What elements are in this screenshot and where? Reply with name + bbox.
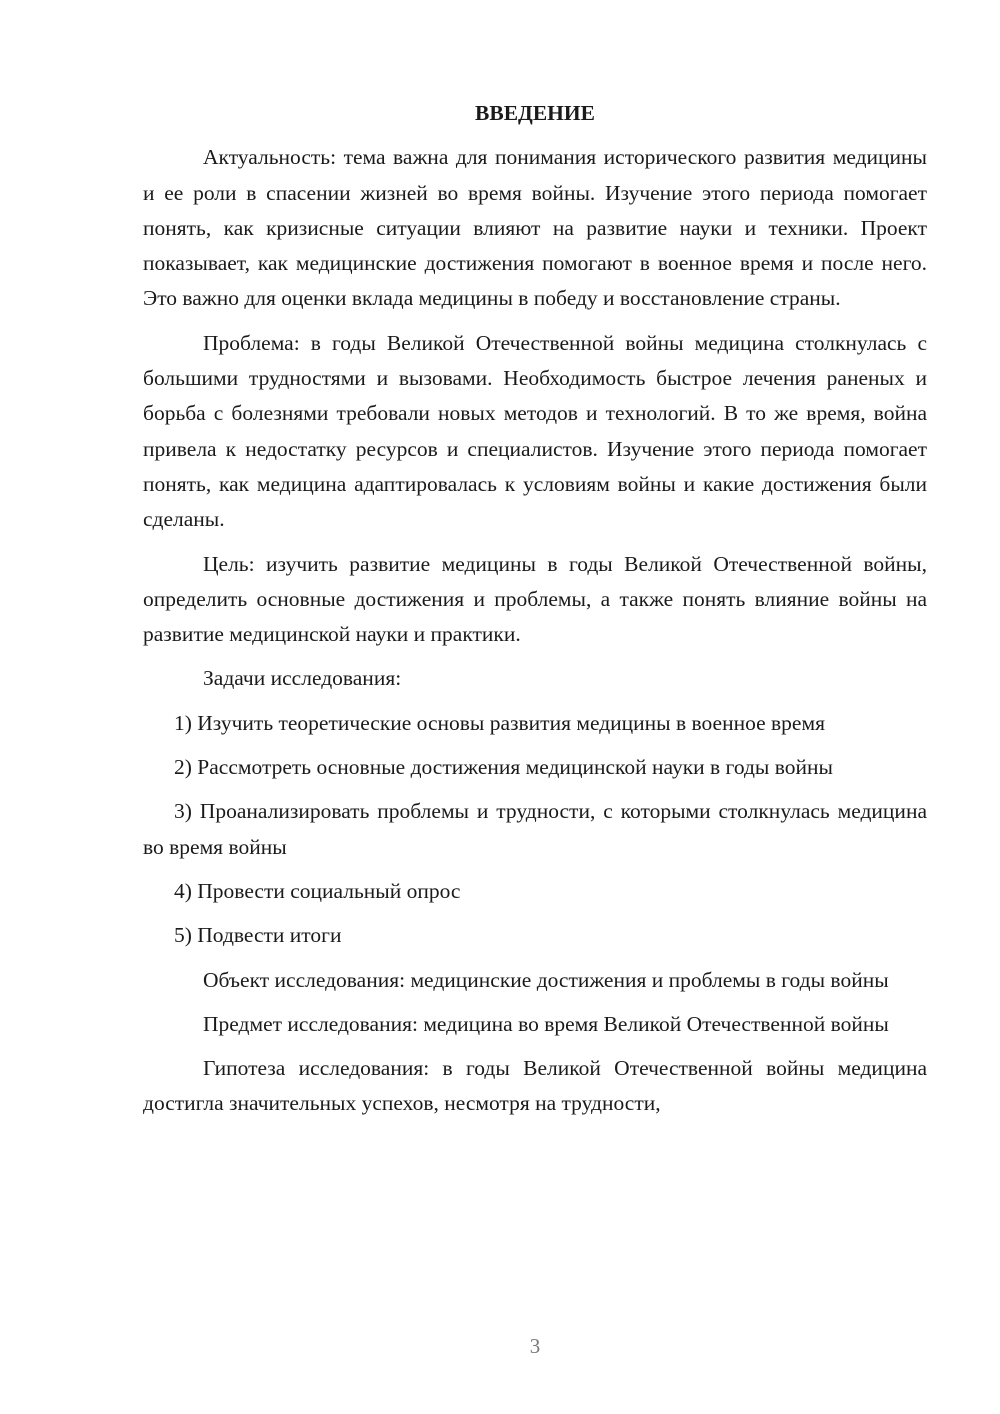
page-content: [143, 96, 927, 1131]
task-item-2: 2) Рассмотреть основные достижения медицинской науки в годы войны: [174, 755, 833, 780]
object-paragraph: Объект исследования: медицинские достижения и проблемы в годы войны: [203, 967, 889, 992]
tasks-heading: Задачи исследования:: [203, 666, 402, 691]
hypothesis-paragraph: Гипотеза исследования: в годы Великой Отечественной войны медицина достигла значительных успехов, несмотря на трудности,: [143, 1056, 927, 1116]
subject-paragraph: Предмет исследования: медицина во время Великой Отечественной войны: [203, 1011, 889, 1036]
section-title: ВВЕДЕНИЕ: [475, 101, 595, 125]
task-item-1: 1) Изучить теоретические основы развития медицины в военное время: [174, 710, 825, 735]
page-number: 3: [529, 1334, 541, 1358]
relevance-paragraph: Актуальность: тема важна для понимания исторического развития медицины и ее роли в спасении жизней во время войны. Изучение этого периода помогает понять, как кризисные ситуации влияют на развитие науки и техники. Проект показывает, как медицинские достижения помогают в военное время и после него. Это важно для оценки вклада медицины в победу и восстановление страны.: [143, 145, 927, 311]
goal-paragraph: Цель: изучить развитие медицины в годы Великой Отечественной войны, определить основные достижения и проблемы, а также понять влияние войны на развитие медицинской науки и практики.: [143, 551, 927, 647]
task-item-4: 4) Провести социальный опрос: [174, 878, 461, 903]
task-item-3: 3) Проанализировать проблемы и трудности, с которыми столкнулась медицина во время войны: [143, 799, 927, 859]
problem-paragraph: Проблема: в годы Великой Отечественной войны медицина столкнулась с большими трудностями и вызовами. Необходимость быстрое лечения раненых и борьба с болезнями требовали новых методов и технологий. В то же время, война привела к недостатку ресурсов и специалистов. Изучение этого периода помогает понять, как медицина адаптировалась к условиям войны и какие достижения были сделаны.: [143, 330, 927, 532]
task-item-5: 5) Подвести итоги: [174, 923, 342, 948]
